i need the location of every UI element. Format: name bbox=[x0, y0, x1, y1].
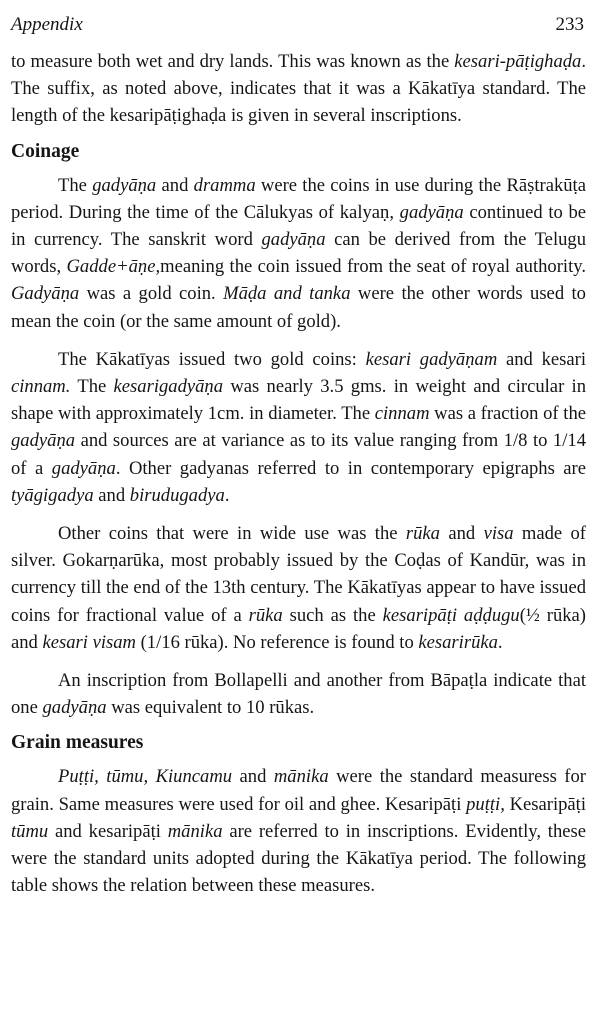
text-run: The bbox=[70, 376, 114, 398]
text-run: and kesaripāṭi bbox=[48, 820, 168, 842]
text-run: and bbox=[156, 174, 194, 196]
text-run: and kesari bbox=[497, 348, 586, 370]
italic-term: mānika bbox=[273, 766, 329, 788]
italic-term: cinnam. bbox=[11, 376, 71, 398]
section-heading-coinage: Coinage bbox=[11, 140, 80, 162]
italic-term: Puṭṭi, tūmu, Kiuncamu bbox=[58, 766, 233, 788]
text-run: continued to be in currency. The sanskrit word bbox=[11, 201, 587, 251]
text-run: . The suffix, as noted above, indicates that it was a Kākatīya standard. The length of the kesaripāṭighaḍa is given in several inscriptions. bbox=[11, 51, 586, 127]
italic-term: gadyāṇa bbox=[261, 229, 326, 251]
text-run: . Other gadyanas referred to in contemporary epigraphs are bbox=[115, 457, 587, 479]
italic-term: birudugadya bbox=[129, 484, 225, 506]
text-run: were the coins in use during the Rāṣtrakūṭa period. During the time of the Cālukyas of kalyaṇ, bbox=[11, 174, 586, 223]
text-run: . bbox=[224, 484, 230, 506]
text-run: were the standard measuress for grain. Same measures were used for oil and ghee. Kesaripāṭi bbox=[11, 766, 586, 815]
text-run: was nearly 3.5 gms. in weight and circular in shape with approximately 1cm. in diameter. The bbox=[11, 376, 587, 425]
text-run: were the other words used to mean the coin (or the same amount of gold). bbox=[11, 283, 586, 332]
italic-term: kesari-pāṭighaḍa bbox=[454, 51, 582, 72]
text-run: The bbox=[58, 174, 93, 196]
italic-term: rūka bbox=[405, 523, 440, 545]
italic-term: gadyāṇa bbox=[92, 174, 157, 196]
text-run: (1/16 rūka). No reference is found to bbox=[135, 631, 419, 653]
grain-paragraph-1 bbox=[11, 763, 586, 899]
running-header bbox=[11, 14, 586, 48]
coinage-paragraph-3 bbox=[11, 520, 586, 656]
text-run: . bbox=[497, 631, 503, 653]
text-run: and bbox=[93, 484, 130, 506]
italic-term: gadyāṇa bbox=[11, 430, 76, 452]
text-run: such as the bbox=[282, 604, 383, 626]
intro-paragraph bbox=[11, 48, 586, 130]
italic-term: tyāgigadya bbox=[11, 484, 94, 506]
chapter-title: Appendix bbox=[11, 14, 83, 35]
text-run: The Kākatīyas issued two gold coins: bbox=[58, 348, 366, 370]
text-run: and bbox=[232, 766, 274, 788]
coinage-paragraph-4 bbox=[11, 667, 586, 721]
italic-term: rūka bbox=[248, 604, 283, 626]
italic-term: Māḍa and tanka bbox=[223, 283, 351, 305]
section-heading-grain-measures: Grain measures bbox=[11, 732, 144, 754]
italic-term: dramma bbox=[193, 174, 256, 196]
italic-term: kesari gadyāṇam bbox=[365, 348, 498, 370]
italic-term: puṭṭi, bbox=[466, 793, 505, 815]
text-run: Other coins that were in wide use was the bbox=[58, 523, 406, 545]
italic-term: kesarirūka bbox=[418, 631, 498, 653]
text-run: (½ rūka) and bbox=[11, 604, 586, 653]
text-run: meaning the coin issued from the seat of royal authority. bbox=[160, 256, 586, 278]
text-run: An inscription from Bollapelli and another from Bāpaṭla indicate that one bbox=[11, 670, 586, 719]
text-run: was a gold coin. bbox=[79, 283, 224, 305]
italic-term: kesaripāṭi aḍḍugu bbox=[382, 604, 520, 626]
italic-term: kesari visam bbox=[42, 631, 136, 653]
text-run: can be derived from the Telugu words, bbox=[11, 229, 586, 278]
italic-term: gadyāṇa bbox=[399, 201, 464, 223]
italic-term: visa bbox=[483, 523, 514, 545]
italic-term: cinnam bbox=[374, 403, 430, 425]
text-run: was equivalent to 10 rūkas. bbox=[106, 697, 315, 719]
text-run: made of silver. Gokarṇarūka, most probably issued by the Coḍas of Kandūr, was in currency till the end of the 13th century. The Kākatīyas appear to have issued coins for fractional value of a bbox=[11, 523, 586, 626]
italic-term: Gadde+āṇe, bbox=[66, 256, 161, 278]
italic-term: tūmu bbox=[11, 820, 49, 842]
text-run: to measure both wet and dry lands. This was known as the bbox=[11, 51, 455, 72]
text-run: Kesaripāṭi bbox=[504, 793, 586, 815]
coinage-paragraph-1 bbox=[11, 172, 586, 335]
italic-term: gadyāṇa bbox=[42, 697, 107, 719]
italic-term: Gadyāṇa bbox=[11, 283, 80, 305]
text-run: and bbox=[439, 523, 484, 545]
italic-term: mānika bbox=[167, 820, 223, 842]
italic-term: kesarigadyāṇa bbox=[113, 376, 224, 398]
page-number: 233 bbox=[555, 14, 584, 35]
italic-term: gadyāṇa bbox=[51, 457, 116, 479]
text-run: are referred to in inscriptions. Evidently, these were the standard units adopted during the Kākatīya period. The following table shows the relation between these measures. bbox=[11, 820, 586, 897]
coinage-paragraph-2 bbox=[11, 346, 586, 509]
text-run: was a fraction of the bbox=[429, 403, 586, 425]
text-run: and sources are at variance as to its value ranging from 1/8 to 1/14 of a bbox=[11, 430, 586, 479]
